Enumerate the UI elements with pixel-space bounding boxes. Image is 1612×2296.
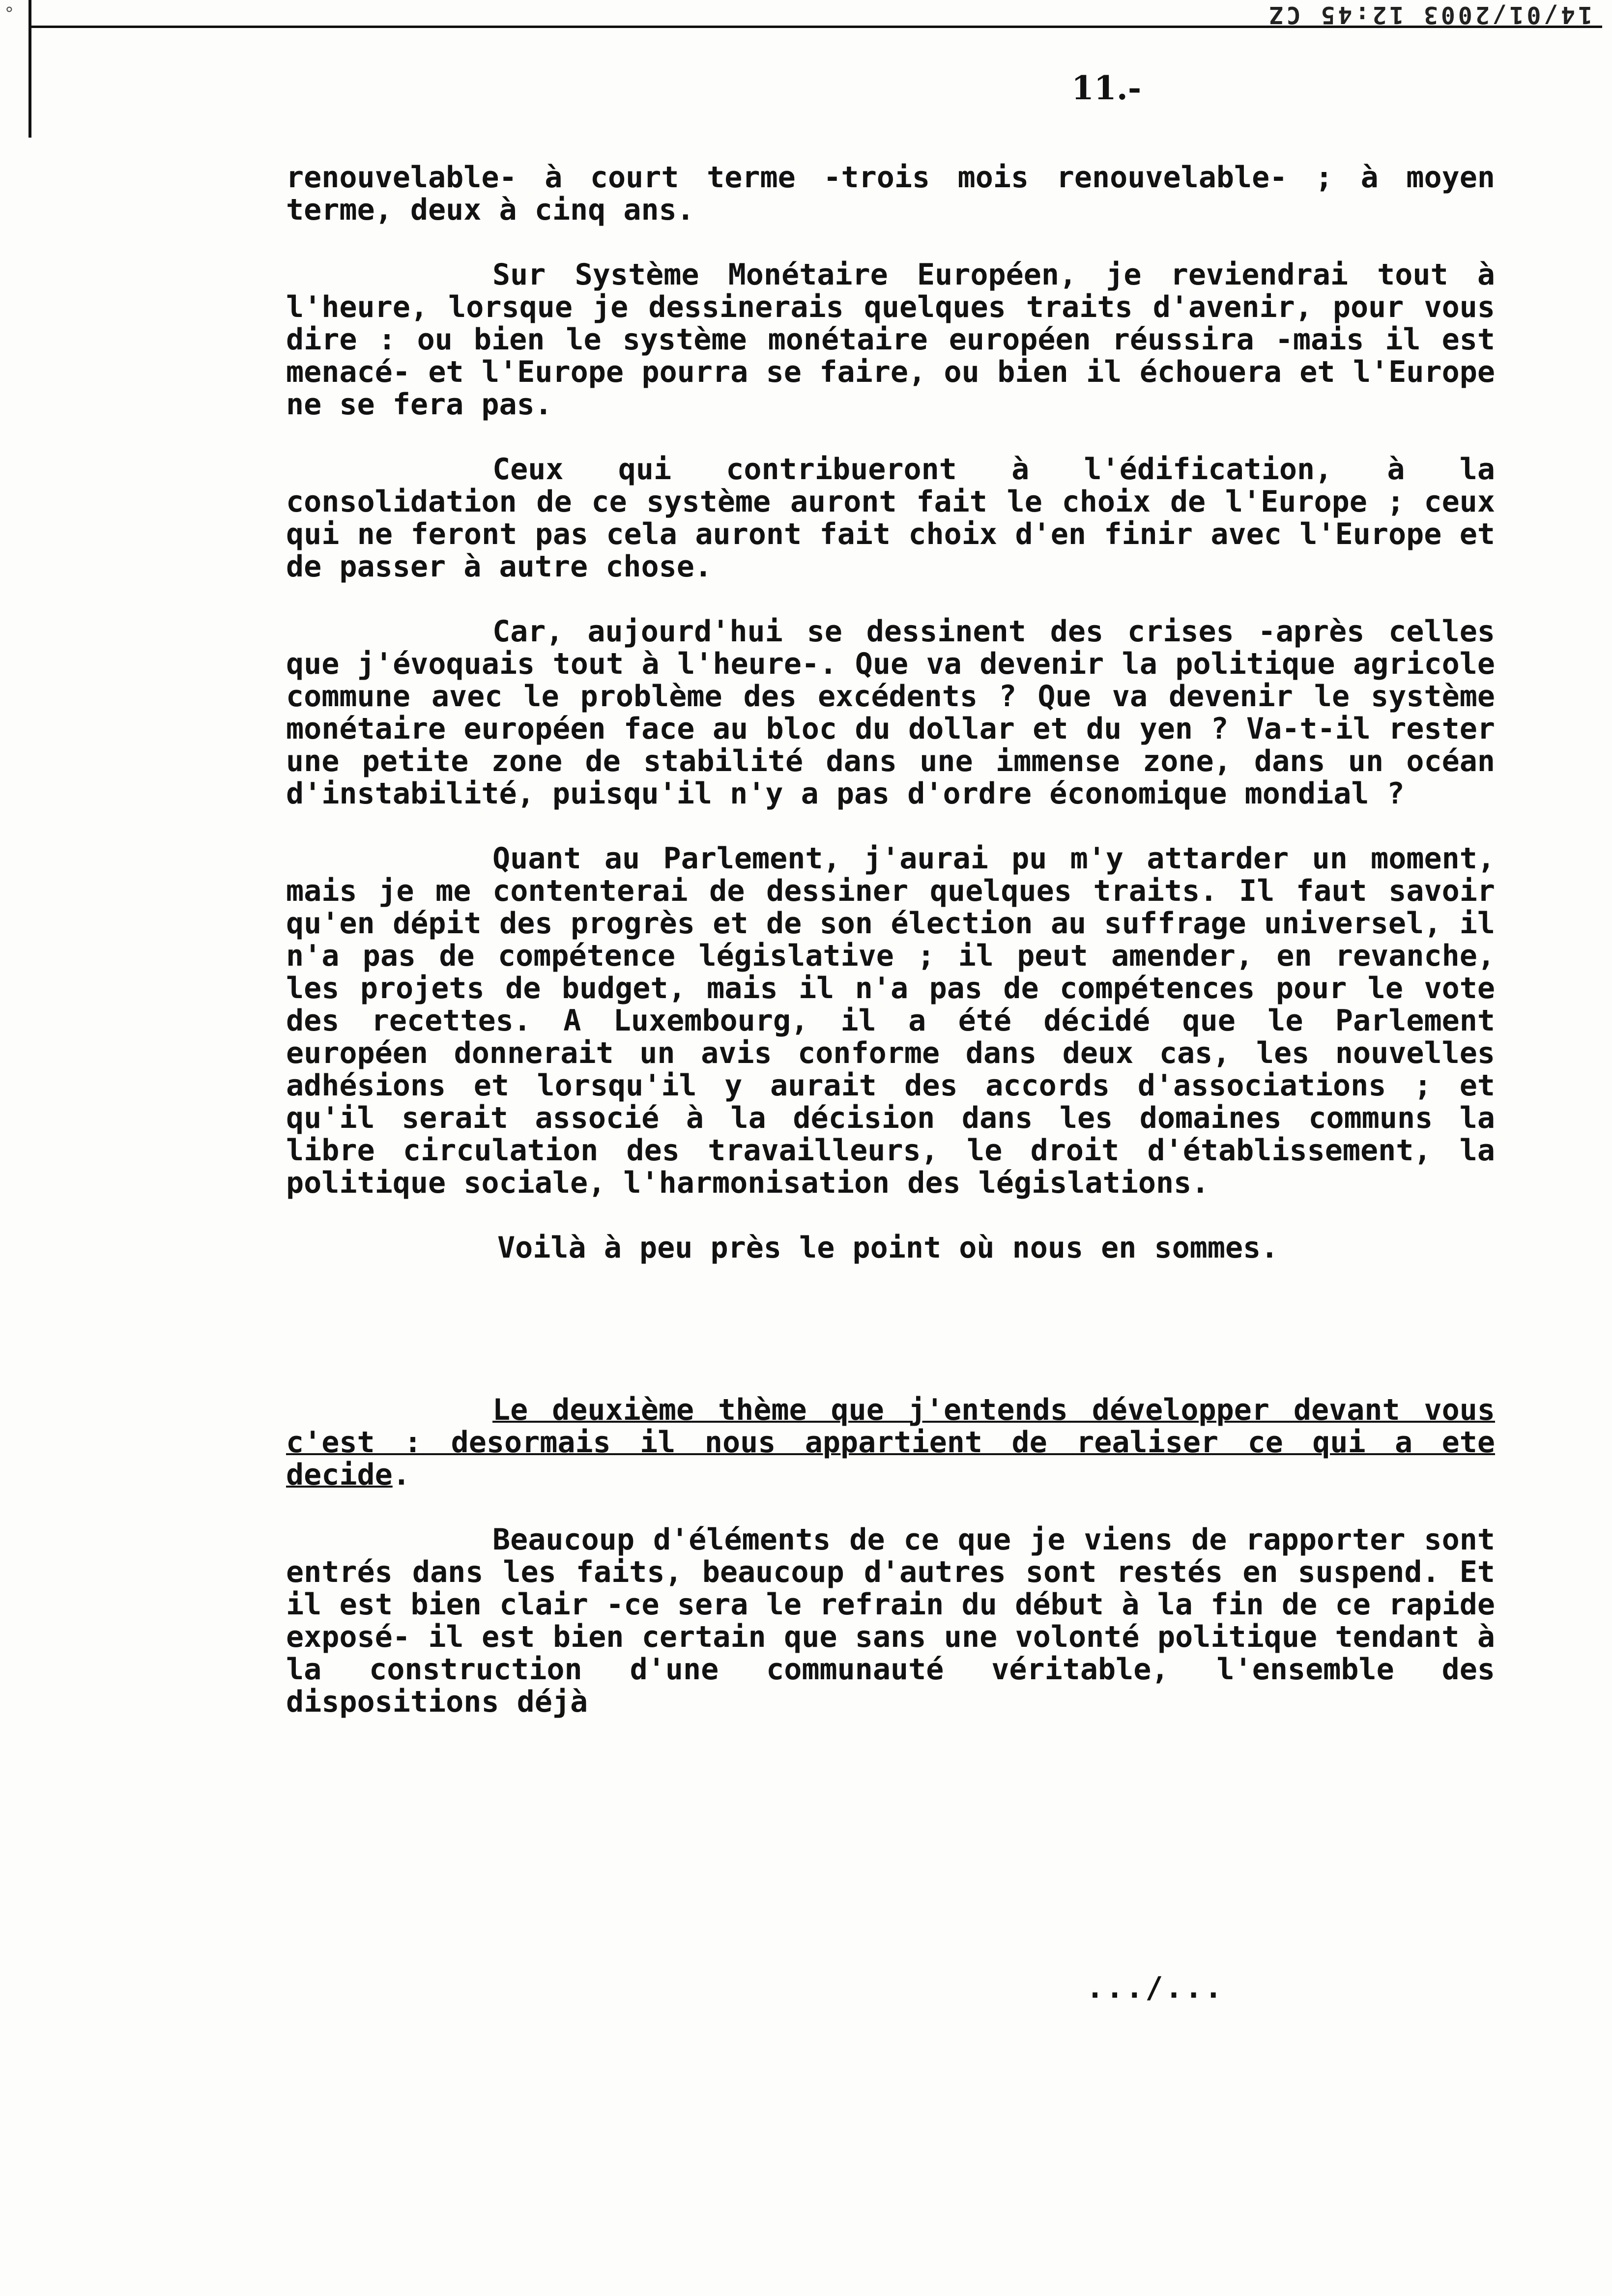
paragraph: Sur Système Monétaire Européen, je reviendrai tout à l'heure, lorsque je dessinerais quelques traits d'avenir, pour vous dire : ou bien le système monétaire européen réussira -mais il est menacé- et l'Europe pourra se faire, ou bien il échouera et l'Europe ne se fera pas. xyxy=(286,258,1495,422)
corner-mark: ° xyxy=(4,4,15,24)
paragraph: Beaucoup d'éléments de ce que je viens de rapporter sont entrés dans les faits, beaucoup d'autres sont restés en suspend. Et il est bien clair -ce sera le refrain du début à la fin de ce rapide exposé- il est bien certain que sans une volonté politique tendant à la construction d'une communauté véritable, l'ensemble des dispositions déjà xyxy=(286,1522,1495,1719)
continuation-mark: .../... xyxy=(1086,1971,1224,2005)
section-heading-underlined: Le deuxième thème que j'entends développer devant vous c'est : desormais il nous appartient de realiser ce qui a ete decide xyxy=(286,1393,1495,1492)
section-heading xyxy=(286,1394,1495,1491)
margin-rule xyxy=(29,0,31,138)
paragraph: Ceux qui contribueront à l'édification, à la consolidation de ce système auront fait le choix de l'Europe ; ceux qui ne feront pas cela auront fait choix d'en finir avec l'Europe et de passer à autre chose. xyxy=(286,452,1495,584)
page-number: 11.- xyxy=(1071,69,1142,107)
fax-header: 14/01/2003 12:45 CZ xyxy=(1266,1,1592,29)
section-heading-period: . xyxy=(392,1458,410,1492)
paragraph: Quant au Parlement, j'aurai pu m'y attarder un moment, mais je me contenterai de dessiner quelques traits. Il faut savoir qu'en dépit des progrès et de son élection au suffrage universel, il n'a pas de compétence législative ; il peut amender, en revanche, les projets de budget, mais il n'a pas de compétences pour le vote des recettes. A Luxembourg, il a été décidé que le Parlement européen donnerait un avis conforme dans deux cas, les nouvelles adhésions et lorsqu'il y aurait des accords d'associations ; et qu'il serait associé à la décision dans les domaines communs la libre circulation des travailleurs, le droit d'établissement, la politique sociale, l'harmonisation des législations. xyxy=(286,841,1495,1200)
document-body xyxy=(286,161,1495,1751)
closing-line: Voilà à peu près le point où nous en sommes. xyxy=(497,1231,1279,1265)
paragraph: Car, aujourd'hui se dessinent des crises -après celles que j'évoquais tout à l'heure-. Que va devenir la politique agricole commune avec le problème des excédents ? Que va devenir le système monétaire européen face au bloc du dollar et du yen ? Va-t-il rester une petite zone de stabilité dans une immense zone, dans un océan d'instabilité, puisqu'il n'y a pas d'ordre économique mondial ? xyxy=(286,614,1495,811)
paragraph: renouvelable- à court terme -trois mois renouvelable- ; à moyen terme, deux à cinq ans. xyxy=(286,160,1495,227)
